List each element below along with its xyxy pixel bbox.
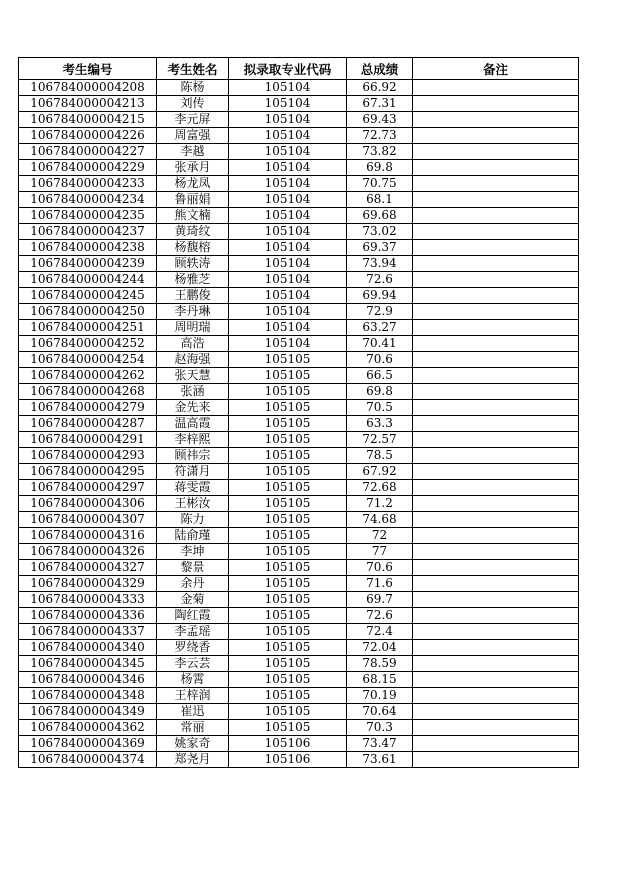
cell-name: 黎景 (157, 560, 229, 576)
cell-remarks (413, 304, 579, 320)
cell-name: 杨龙凤 (157, 176, 229, 192)
table-row (19, 720, 579, 736)
admission-table (18, 57, 579, 768)
cell-exam-id: 106784000004251 (19, 320, 157, 336)
cell-major-code: 105104 (229, 192, 347, 208)
cell-major-code: 105104 (229, 240, 347, 256)
cell-total-score: 70.19 (347, 688, 413, 704)
cell-name: 刘传 (157, 96, 229, 112)
cell-major-code: 105105 (229, 416, 347, 432)
cell-total-score: 72.4 (347, 624, 413, 640)
cell-remarks (413, 80, 579, 96)
cell-remarks (413, 160, 579, 176)
cell-total-score: 73.61 (347, 752, 413, 768)
cell-major-code: 105106 (229, 736, 347, 752)
cell-remarks (413, 288, 579, 304)
cell-total-score: 73.94 (347, 256, 413, 272)
cell-name: 杨雅芝 (157, 272, 229, 288)
cell-name: 李梓熙 (157, 432, 229, 448)
cell-exam-id: 106784000004293 (19, 448, 157, 464)
cell-name: 罗绕香 (157, 640, 229, 656)
cell-remarks (413, 432, 579, 448)
cell-exam-id: 106784000004336 (19, 608, 157, 624)
cell-exam-id: 106784000004374 (19, 752, 157, 768)
cell-major-code: 105105 (229, 624, 347, 640)
cell-total-score: 68.1 (347, 192, 413, 208)
table-row (19, 336, 579, 352)
cell-major-code: 105105 (229, 368, 347, 384)
cell-exam-id: 106784000004340 (19, 640, 157, 656)
table-row (19, 416, 579, 432)
cell-remarks (413, 448, 579, 464)
cell-name: 王彬汝 (157, 496, 229, 512)
cell-total-score: 63.3 (347, 416, 413, 432)
header-exam-id: 考生编号 (19, 58, 157, 80)
cell-exam-id: 106784000004349 (19, 704, 157, 720)
table-row (19, 640, 579, 656)
cell-name: 周明瑞 (157, 320, 229, 336)
table-row (19, 512, 579, 528)
cell-major-code: 105105 (229, 576, 347, 592)
table-row (19, 80, 579, 96)
cell-name: 李坤 (157, 544, 229, 560)
cell-exam-id: 106784000004316 (19, 528, 157, 544)
table-row (19, 528, 579, 544)
cell-total-score: 67.92 (347, 464, 413, 480)
header-remarks: 备注 (413, 58, 579, 80)
table-row (19, 688, 579, 704)
cell-name: 李元屏 (157, 112, 229, 128)
cell-major-code: 105105 (229, 720, 347, 736)
cell-exam-id: 106784000004244 (19, 272, 157, 288)
cell-major-code: 105105 (229, 640, 347, 656)
cell-exam-id: 106784000004227 (19, 144, 157, 160)
cell-exam-id: 106784000004213 (19, 96, 157, 112)
cell-total-score: 70.3 (347, 720, 413, 736)
cell-name: 陆俞瑾 (157, 528, 229, 544)
cell-remarks (413, 720, 579, 736)
cell-exam-id: 106784000004297 (19, 480, 157, 496)
table-row (19, 736, 579, 752)
cell-total-score: 72.73 (347, 128, 413, 144)
cell-major-code: 105105 (229, 352, 347, 368)
table-row (19, 624, 579, 640)
table-row (19, 96, 579, 112)
cell-exam-id: 106784000004295 (19, 464, 157, 480)
table-row (19, 592, 579, 608)
cell-remarks (413, 256, 579, 272)
cell-name: 金先来 (157, 400, 229, 416)
cell-exam-id: 106784000004208 (19, 80, 157, 96)
table-row (19, 224, 579, 240)
cell-major-code: 105104 (229, 336, 347, 352)
cell-major-code: 105104 (229, 128, 347, 144)
table-row (19, 672, 579, 688)
cell-total-score: 78.59 (347, 656, 413, 672)
cell-name: 陈杨 (157, 80, 229, 96)
cell-exam-id: 106784000004362 (19, 720, 157, 736)
cell-major-code: 105105 (229, 384, 347, 400)
table-row (19, 256, 579, 272)
cell-exam-id: 106784000004250 (19, 304, 157, 320)
cell-remarks (413, 656, 579, 672)
cell-total-score: 69.68 (347, 208, 413, 224)
table-row (19, 432, 579, 448)
cell-remarks (413, 144, 579, 160)
cell-name: 张涵 (157, 384, 229, 400)
cell-name: 郑尧月 (157, 752, 229, 768)
cell-exam-id: 106784000004239 (19, 256, 157, 272)
cell-total-score: 73.82 (347, 144, 413, 160)
cell-total-score: 74.68 (347, 512, 413, 528)
cell-name: 顾轶涛 (157, 256, 229, 272)
table-row (19, 128, 579, 144)
cell-exam-id: 106784000004369 (19, 736, 157, 752)
cell-major-code: 105104 (229, 272, 347, 288)
cell-remarks (413, 608, 579, 624)
cell-exam-id: 106784000004234 (19, 192, 157, 208)
cell-major-code: 105104 (229, 256, 347, 272)
cell-name: 高浩 (157, 336, 229, 352)
cell-total-score: 72.6 (347, 272, 413, 288)
cell-total-score: 70.41 (347, 336, 413, 352)
cell-name: 李丹琳 (157, 304, 229, 320)
cell-major-code: 105105 (229, 672, 347, 688)
table-row (19, 480, 579, 496)
cell-exam-id: 106784000004254 (19, 352, 157, 368)
cell-remarks (413, 400, 579, 416)
cell-remarks (413, 240, 579, 256)
cell-exam-id: 106784000004307 (19, 512, 157, 528)
table-row (19, 560, 579, 576)
cell-major-code: 105105 (229, 688, 347, 704)
cell-major-code: 105105 (229, 432, 347, 448)
cell-major-code: 105104 (229, 160, 347, 176)
cell-total-score: 71.6 (347, 576, 413, 592)
cell-total-score: 77 (347, 544, 413, 560)
cell-total-score: 73.47 (347, 736, 413, 752)
cell-remarks (413, 624, 579, 640)
cell-remarks (413, 544, 579, 560)
cell-exam-id: 106784000004306 (19, 496, 157, 512)
table-row (19, 208, 579, 224)
cell-remarks (413, 640, 579, 656)
cell-remarks (413, 128, 579, 144)
cell-name: 杨霄 (157, 672, 229, 688)
cell-exam-id: 106784000004333 (19, 592, 157, 608)
cell-exam-id: 106784000004291 (19, 432, 157, 448)
cell-total-score: 70.6 (347, 352, 413, 368)
cell-major-code: 105105 (229, 656, 347, 672)
cell-remarks (413, 176, 579, 192)
table-row (19, 240, 579, 256)
cell-major-code: 105104 (229, 96, 347, 112)
cell-total-score: 69.37 (347, 240, 413, 256)
cell-name: 常丽 (157, 720, 229, 736)
cell-total-score: 72.57 (347, 432, 413, 448)
cell-remarks (413, 736, 579, 752)
cell-name: 赵海强 (157, 352, 229, 368)
cell-total-score: 72.9 (347, 304, 413, 320)
cell-major-code: 105105 (229, 704, 347, 720)
table-row (19, 176, 579, 192)
cell-remarks (413, 352, 579, 368)
table-row (19, 272, 579, 288)
cell-exam-id: 106784000004235 (19, 208, 157, 224)
table-row (19, 368, 579, 384)
table-row (19, 304, 579, 320)
cell-total-score: 72.68 (347, 480, 413, 496)
cell-remarks (413, 464, 579, 480)
cell-name: 崔迅 (157, 704, 229, 720)
table-row (19, 656, 579, 672)
cell-name: 鲁丽娟 (157, 192, 229, 208)
cell-exam-id: 106784000004345 (19, 656, 157, 672)
cell-exam-id: 106784000004337 (19, 624, 157, 640)
cell-total-score: 72 (347, 528, 413, 544)
cell-major-code: 105104 (229, 112, 347, 128)
cell-exam-id: 106784000004279 (19, 400, 157, 416)
cell-name: 顾祎宗 (157, 448, 229, 464)
cell-remarks (413, 704, 579, 720)
cell-name: 温高霞 (157, 416, 229, 432)
cell-total-score: 70.5 (347, 400, 413, 416)
cell-total-score: 69.94 (347, 288, 413, 304)
cell-remarks (413, 528, 579, 544)
cell-major-code: 105105 (229, 560, 347, 576)
cell-remarks (413, 192, 579, 208)
table-row (19, 448, 579, 464)
cell-total-score: 68.15 (347, 672, 413, 688)
table-row (19, 288, 579, 304)
cell-remarks (413, 752, 579, 768)
cell-remarks (413, 368, 579, 384)
cell-name: 张天慧 (157, 368, 229, 384)
cell-major-code: 105104 (229, 208, 347, 224)
cell-remarks (413, 688, 579, 704)
cell-exam-id: 106784000004268 (19, 384, 157, 400)
table-row (19, 544, 579, 560)
cell-major-code: 105104 (229, 80, 347, 96)
cell-exam-id: 106784000004238 (19, 240, 157, 256)
cell-remarks (413, 96, 579, 112)
cell-exam-id: 106784000004226 (19, 128, 157, 144)
cell-exam-id: 106784000004245 (19, 288, 157, 304)
cell-exam-id: 106784000004237 (19, 224, 157, 240)
table-row (19, 576, 579, 592)
cell-remarks (413, 512, 579, 528)
cell-major-code: 105104 (229, 304, 347, 320)
cell-total-score: 72.04 (347, 640, 413, 656)
cell-major-code: 105104 (229, 144, 347, 160)
table-row (19, 464, 579, 480)
table-row (19, 160, 579, 176)
cell-total-score: 72.6 (347, 608, 413, 624)
cell-total-score: 69.43 (347, 112, 413, 128)
cell-major-code: 105104 (229, 320, 347, 336)
cell-total-score: 67.31 (347, 96, 413, 112)
cell-exam-id: 106784000004262 (19, 368, 157, 384)
cell-name: 姚家奇 (157, 736, 229, 752)
cell-name: 周富强 (157, 128, 229, 144)
table-row (19, 352, 579, 368)
cell-major-code: 105105 (229, 544, 347, 560)
table-row (19, 144, 579, 160)
cell-name: 余丹 (157, 576, 229, 592)
cell-name: 陈力 (157, 512, 229, 528)
cell-remarks (413, 384, 579, 400)
cell-remarks (413, 272, 579, 288)
cell-major-code: 105105 (229, 608, 347, 624)
cell-remarks (413, 576, 579, 592)
cell-remarks (413, 208, 579, 224)
cell-name: 李云芸 (157, 656, 229, 672)
cell-name: 王梓润 (157, 688, 229, 704)
cell-major-code: 105105 (229, 400, 347, 416)
cell-major-code: 105105 (229, 592, 347, 608)
header-row (19, 58, 579, 80)
cell-total-score: 70.64 (347, 704, 413, 720)
cell-exam-id: 106784000004229 (19, 160, 157, 176)
table-row (19, 384, 579, 400)
table-body (19, 80, 579, 768)
cell-exam-id: 106784000004215 (19, 112, 157, 128)
cell-name: 王鹏俊 (157, 288, 229, 304)
cell-name: 陶红霞 (157, 608, 229, 624)
cell-major-code: 105105 (229, 464, 347, 480)
cell-remarks (413, 496, 579, 512)
cell-major-code: 105104 (229, 288, 347, 304)
cell-remarks (413, 672, 579, 688)
cell-remarks (413, 336, 579, 352)
cell-remarks (413, 224, 579, 240)
cell-remarks (413, 112, 579, 128)
cell-major-code: 105105 (229, 480, 347, 496)
cell-total-score: 78.5 (347, 448, 413, 464)
table-row (19, 400, 579, 416)
cell-name: 金菊 (157, 592, 229, 608)
cell-major-code: 105104 (229, 224, 347, 240)
cell-remarks (413, 320, 579, 336)
cell-exam-id: 106784000004329 (19, 576, 157, 592)
table-row (19, 608, 579, 624)
cell-major-code: 105104 (229, 176, 347, 192)
cell-name: 杨馥榕 (157, 240, 229, 256)
cell-total-score: 71.2 (347, 496, 413, 512)
cell-total-score: 69.8 (347, 384, 413, 400)
cell-major-code: 105105 (229, 448, 347, 464)
cell-total-score: 66.92 (347, 80, 413, 96)
cell-remarks (413, 416, 579, 432)
cell-remarks (413, 560, 579, 576)
header-major-code: 拟录取专业代码 (229, 58, 347, 80)
table-row (19, 752, 579, 768)
cell-exam-id: 106784000004346 (19, 672, 157, 688)
cell-total-score: 66.5 (347, 368, 413, 384)
cell-exam-id: 106784000004252 (19, 336, 157, 352)
table-row (19, 192, 579, 208)
table-row (19, 112, 579, 128)
table-row (19, 320, 579, 336)
cell-total-score: 63.27 (347, 320, 413, 336)
cell-name: 张承月 (157, 160, 229, 176)
cell-name: 黄琦纹 (157, 224, 229, 240)
cell-major-code: 105105 (229, 512, 347, 528)
cell-name: 熊文楠 (157, 208, 229, 224)
header-name: 考生姓名 (157, 58, 229, 80)
table-row (19, 704, 579, 720)
cell-name: 符潇月 (157, 464, 229, 480)
cell-major-code: 105105 (229, 496, 347, 512)
cell-remarks (413, 592, 579, 608)
table-row (19, 496, 579, 512)
cell-name: 李孟瑶 (157, 624, 229, 640)
cell-exam-id: 106784000004287 (19, 416, 157, 432)
cell-major-code: 105106 (229, 752, 347, 768)
cell-total-score: 69.8 (347, 160, 413, 176)
cell-exam-id: 106784000004233 (19, 176, 157, 192)
header-total-score: 总成绩 (347, 58, 413, 80)
cell-name: 李越 (157, 144, 229, 160)
cell-remarks (413, 480, 579, 496)
cell-name: 蒋雯霞 (157, 480, 229, 496)
cell-total-score: 70.6 (347, 560, 413, 576)
cell-exam-id: 106784000004327 (19, 560, 157, 576)
cell-exam-id: 106784000004326 (19, 544, 157, 560)
cell-total-score: 73.02 (347, 224, 413, 240)
cell-major-code: 105105 (229, 528, 347, 544)
cell-exam-id: 106784000004348 (19, 688, 157, 704)
cell-total-score: 69.7 (347, 592, 413, 608)
cell-total-score: 70.75 (347, 176, 413, 192)
